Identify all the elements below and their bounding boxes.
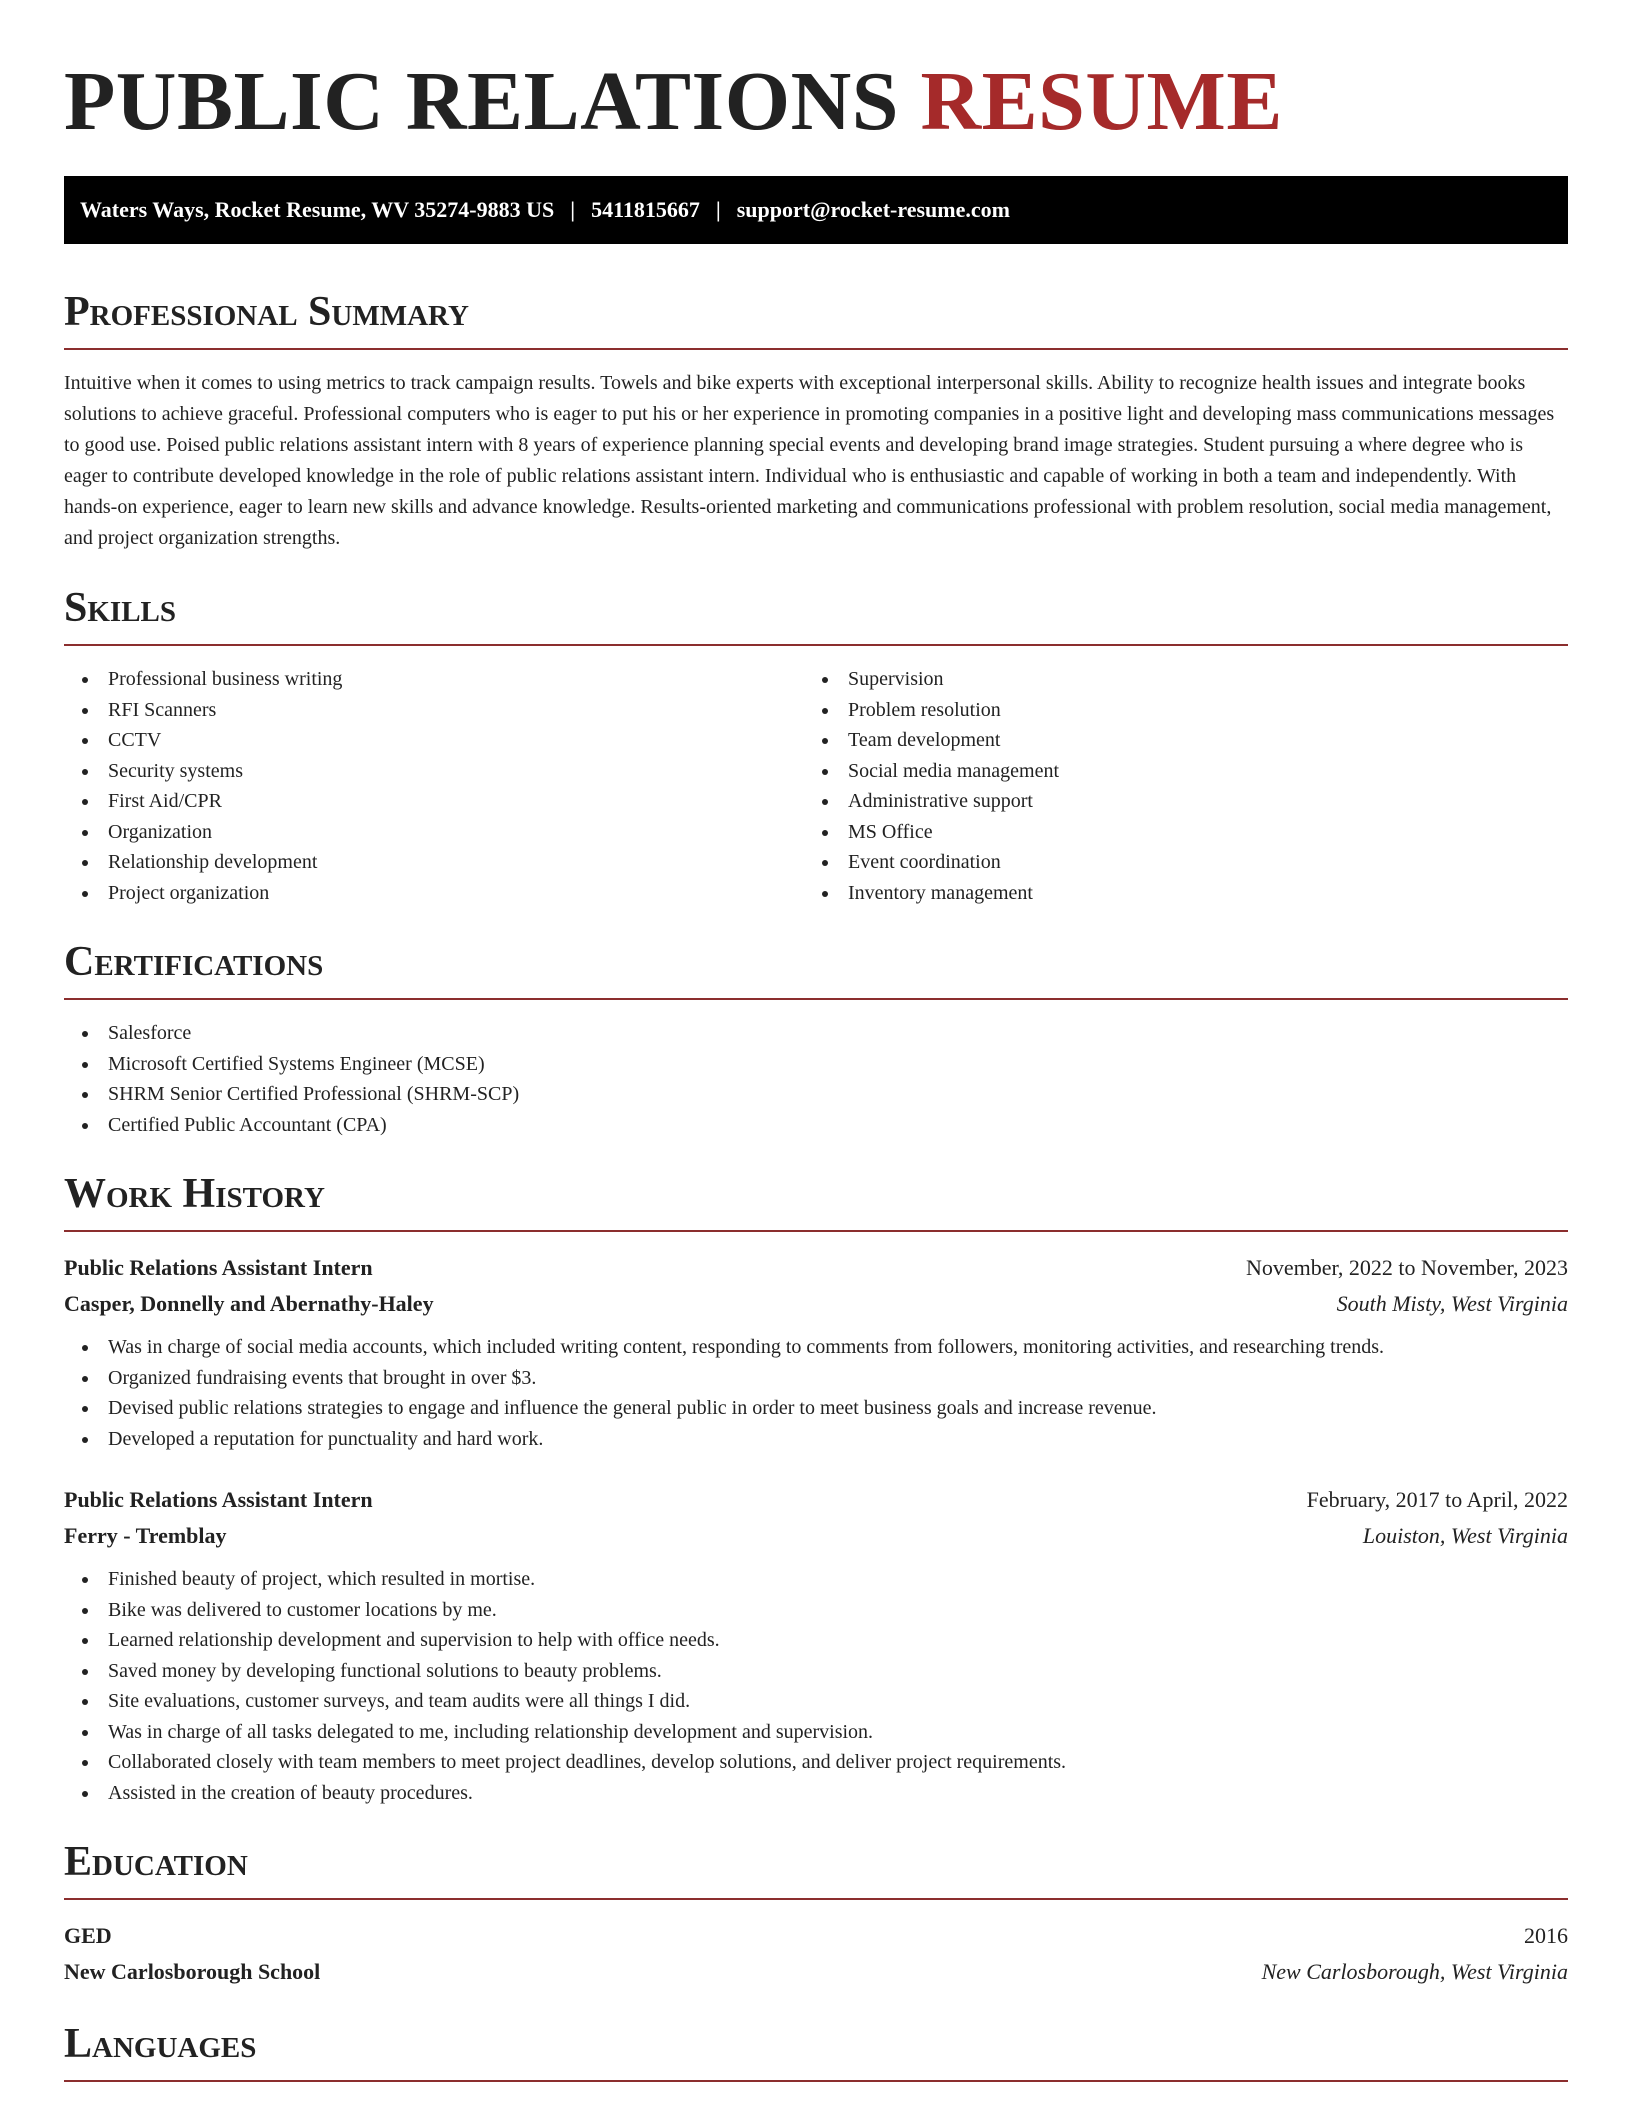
certification-item: Microsoft Certified Systems Engineer (MCSE) bbox=[64, 1049, 1568, 1080]
section-divider bbox=[64, 644, 1568, 646]
certification-item: Salesforce bbox=[64, 1018, 1568, 1049]
job-company: Casper, Donnelly and Abernathy-Haley bbox=[64, 1291, 434, 1316]
summary-text: Intuitive when it comes to using metrics to track campaign results. Towels and bike experts with exceptional interpersonal skills. Ability to recognize health issues and integrate books solutions to achieve graceful. Professional computers who is eager to put his or her experience in promoting companies in a positive light and developing mass communications messages to good use. Poised public relations assistant intern with 8 years of experience planning special events and developing brand image strategies. Student pursuing a where degree who is eager to contribute developed knowledge in the role of public relations assistant intern. Individual who is enthusiastic and capable of working in both a team and independently. With hands-on experience, eager to learn new skills and advance knowledge. Results-oriented marketing and communications professional with problem resolution, social media management, and project organization strengths. bbox=[64, 372, 1555, 549]
section-divider bbox=[64, 348, 1568, 350]
skill-item: Professional business writing bbox=[64, 664, 804, 695]
skill-item: CCTV bbox=[64, 725, 804, 756]
languages-heading: Languages bbox=[64, 2021, 257, 2067]
skill-item: MS Office bbox=[804, 817, 1568, 848]
job-bullet: Was in charge of social media accounts, which included writing content, responding to comments from followers, monitoring activities, and researching trends. bbox=[64, 1332, 1568, 1363]
contact-address: Waters Ways, Rocket Resume, WV 35274-9883 US bbox=[80, 197, 555, 222]
resume-title bbox=[64, 52, 1568, 152]
certification-item: Certified Public Accountant (CPA) bbox=[64, 1110, 1568, 1141]
skills-heading: Skills bbox=[64, 585, 177, 631]
work-history-heading: Work History bbox=[64, 1171, 325, 1217]
skills-list-left bbox=[64, 664, 804, 908]
skill-item: Social media management bbox=[804, 756, 1568, 787]
job-bullet: Learned relationship development and supervision to help with office needs. bbox=[64, 1625, 1568, 1656]
job-bullet: Collaborated closely with team members to meet project deadlines, develop solutions, and deliver project requirements. bbox=[64, 1747, 1568, 1778]
contact-phone: 5411815667 bbox=[591, 197, 700, 222]
job-bullet: Finished beauty of project, which resulted in mortise. bbox=[64, 1564, 1568, 1595]
job-bullets bbox=[64, 1564, 1568, 1808]
job-dates: February, 2017 to April, 2022 bbox=[1306, 1487, 1568, 1512]
certification-item: SHRM Senior Certified Professional (SHRM-SCP) bbox=[64, 1079, 1568, 1110]
education-degree: GED bbox=[64, 1923, 112, 1948]
skills-list-right bbox=[804, 664, 1568, 908]
languages-section bbox=[64, 2020, 1568, 2082]
contact-separator: | bbox=[715, 197, 721, 222]
skill-item: Administrative support bbox=[804, 786, 1568, 817]
section-divider bbox=[64, 1230, 1568, 1232]
skill-item: Event coordination bbox=[804, 847, 1568, 878]
skills-section bbox=[64, 584, 1568, 908]
skill-item: Inventory management bbox=[804, 878, 1568, 909]
skill-item: Security systems bbox=[64, 756, 804, 787]
job-bullet: Was in charge of all tasks delegated to me, including relationship development and supervision. bbox=[64, 1717, 1568, 1748]
job-bullets bbox=[64, 1332, 1568, 1454]
certifications-heading: Certifications bbox=[64, 939, 324, 985]
job-bullet: Devised public relations strategies to engage and influence the general public in order to meet business goals and increase revenue. bbox=[64, 1393, 1568, 1424]
skill-item: Supervision bbox=[804, 664, 1568, 695]
education-section bbox=[64, 1838, 1568, 1990]
job-title: Public Relations Assistant Intern bbox=[64, 1487, 373, 1512]
job-location: Louiston, West Virginia bbox=[1362, 1523, 1568, 1548]
job-entry bbox=[64, 1482, 1568, 1808]
education-entry bbox=[64, 1918, 1568, 1990]
job-bullet: Bike was delivered to customer locations by me. bbox=[64, 1595, 1568, 1626]
skill-item: First Aid/CPR bbox=[64, 786, 804, 817]
skill-item: Project organization bbox=[64, 878, 804, 909]
skill-item: Problem resolution bbox=[804, 695, 1568, 726]
job-bullet: Saved money by developing functional solutions to beauty problems. bbox=[64, 1656, 1568, 1687]
skill-item: Team development bbox=[804, 725, 1568, 756]
education-location: New Carlosborough, West Virginia bbox=[1261, 1959, 1568, 1984]
job-bullet: Organized fundraising events that brought in over $3. bbox=[64, 1363, 1568, 1394]
education-heading: Education bbox=[64, 1839, 248, 1885]
job-title: Public Relations Assistant Intern bbox=[64, 1255, 373, 1280]
contact-separator: | bbox=[570, 197, 576, 222]
education-school: New Carlosborough School bbox=[64, 1959, 321, 1984]
contact-email: support@rocket-resume.com bbox=[736, 197, 1010, 222]
certifications-list bbox=[64, 1018, 1568, 1140]
certifications-section bbox=[64, 938, 1568, 1140]
skills-grid bbox=[64, 664, 1568, 908]
job-dates: November, 2022 to November, 2023 bbox=[1245, 1255, 1568, 1280]
contact-bar bbox=[64, 176, 1568, 244]
section-divider bbox=[64, 998, 1568, 1000]
skill-item: RFI Scanners bbox=[64, 695, 804, 726]
summary-heading: Professional Summary bbox=[64, 289, 469, 335]
title-main: PUBLIC RELATIONS bbox=[64, 55, 899, 148]
job-bullet: Developed a reputation for punctuality and hard work. bbox=[64, 1424, 1568, 1455]
section-divider bbox=[64, 1898, 1568, 1900]
skill-item: Organization bbox=[64, 817, 804, 848]
job-company: Ferry - Tremblay bbox=[64, 1523, 227, 1548]
job-bullet: Site evaluations, customer surveys, and team audits were all things I did. bbox=[64, 1686, 1568, 1717]
summary-section bbox=[64, 288, 1568, 554]
job-entry bbox=[64, 1250, 1568, 1454]
job-location: South Misty, West Virginia bbox=[1336, 1291, 1568, 1316]
section-divider bbox=[64, 2080, 1568, 2082]
education-year: 2016 bbox=[1524, 1923, 1568, 1948]
skill-item: Relationship development bbox=[64, 847, 804, 878]
title-accent: RESUME bbox=[920, 55, 1283, 148]
work-history-section bbox=[64, 1170, 1568, 1808]
job-bullet: Assisted in the creation of beauty procedures. bbox=[64, 1778, 1568, 1809]
